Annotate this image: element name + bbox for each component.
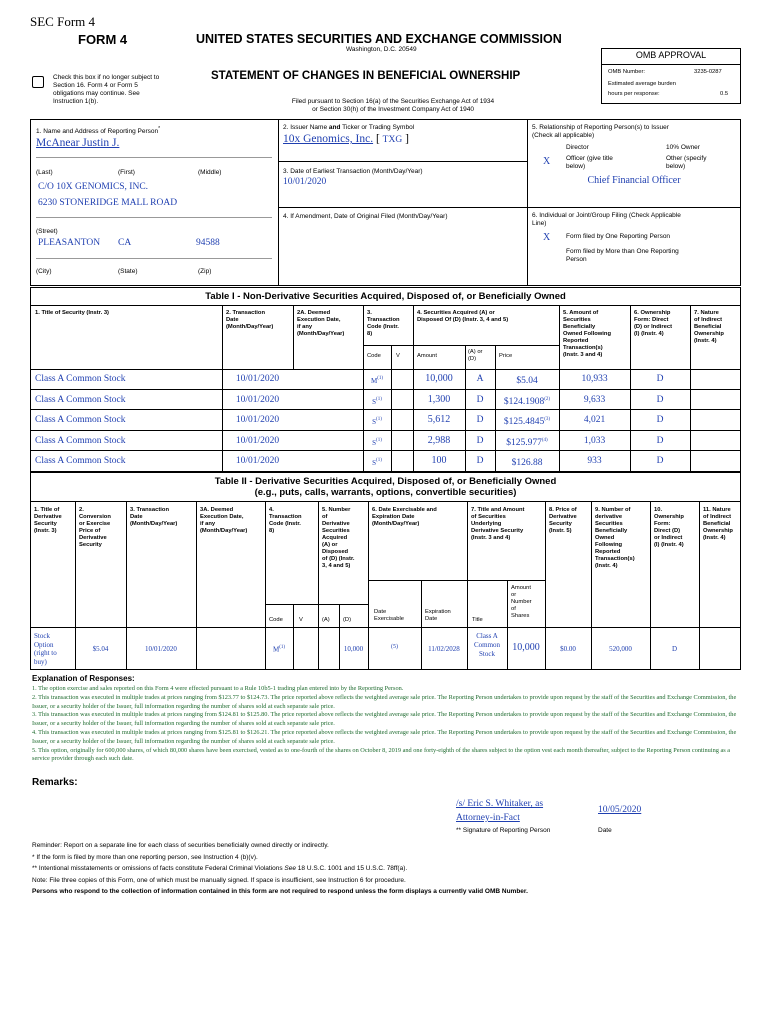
t1-cell-price: $125.4845$^{(3)}$ (503, 417, 551, 428)
t1-cell-date: 10/01/2020 (235, 415, 280, 426)
omb-hours-value: 0.5 (720, 91, 729, 97)
t1-h1: 1. Title of Security (Instr. 3) (35, 310, 109, 316)
t1-cell-code: $S^{(1)}$ (372, 396, 382, 406)
signature-name: /s/ Eric S. Whitaker, as Attorney-in-Fact (456, 799, 544, 823)
statement-title: STATEMENT OF CHANGES IN BENEFICIAL OWNERSHIP (211, 70, 521, 82)
t1-sub-code: Code (367, 353, 381, 359)
officer-check-mark[interactable]: X (543, 156, 551, 167)
table1-row (30, 390, 741, 411)
t1-cell-code: $M^{(1)}$ (370, 376, 384, 386)
t1-cell-amount: 10,000 (425, 373, 453, 384)
t1-cell-title: Class A Common Stock (35, 415, 126, 426)
t2-sub-date-exercisable: Date Exercisable (374, 609, 404, 622)
address-line-2: 6230 STONERIDGE MALL ROAD (38, 198, 178, 208)
box2-label: 2. Issuer Name and Ticker or Trading Symbol (283, 124, 415, 131)
t1-cell-v (391, 390, 413, 410)
t1-cell-date: 10/01/2020 (235, 394, 280, 405)
t1-sub-amount: Amount (417, 353, 437, 359)
t2-row-price: $0.00 (560, 645, 576, 653)
filed-pursuant: Filed pursuant to Section 16(a) of the Securities Exchange Act of 1934 or Section 30(h) of the Investment Company Act of 1940 (291, 98, 495, 113)
t1-cell-deemed (293, 369, 363, 389)
t1-cell-form: D (656, 374, 664, 384)
table1-row (30, 410, 741, 431)
t2-row-form: D (671, 645, 678, 653)
t1-cell-deemed (293, 451, 363, 471)
t1-cell-nature (690, 410, 741, 430)
box5-label: 5. Relationship of Reporting Person(s) to Issuer (Check all applicable) (532, 124, 669, 139)
t2-sub-d: (D) (343, 617, 352, 623)
t1-cell-owned: 933 (587, 456, 602, 467)
t1-cell-ad: D (476, 394, 484, 405)
t1-cell-amount: 100 (431, 455, 447, 467)
reminder: Reminder: Report on a separate line for each class of securities beneficially owned directly or indirectly. (32, 842, 329, 849)
address-line-1: C/O 10X GENOMICS, INC. (38, 182, 149, 192)
t2-sub-v: V (299, 617, 303, 623)
other-label: Other (specify below) (666, 155, 707, 170)
one-person-check-mark[interactable]: X (543, 232, 551, 243)
t2-row-expiration: 11/02/2028 (428, 645, 460, 653)
t1-cell-nature (690, 369, 741, 389)
t1-cell-nature (690, 451, 741, 471)
date-label: Date (598, 827, 612, 834)
t1-cell-form: D (656, 435, 664, 446)
t2-h6: 6. Date Exercisable and Expiration Date (Month/Day/Year) (372, 507, 437, 527)
note-3: 3. This transaction was executed in multiple trades at prices ranging from $124.81 to $125.80. The price reported above reflects the weighted average sale price. The Reporting Person undertakes to provide upon request by the staff of the Securities and Exchange Commission, the Issuer, or a security holder of the Issuer, full information regarding the number of shares sold at each separate sale price. (32, 711, 737, 728)
t2-sub-expiration: Expiration Date (425, 609, 451, 622)
officer-title: Chief Financial Officer (587, 175, 681, 186)
t1-cell-deemed (293, 410, 363, 430)
note-2: 2. This transaction was executed in multiple trades at prices ranging from $123.77 to $124.73. The price reported above reflects the weighted average sale price. The Reporting Person undertakes to provide upon request by the staff of the Securities and Exchange Commission, the Issuer, or a security holder of the Issuer, full information regarding the number of shares sold at each separate sale price. (32, 693, 737, 710)
t1-cell-v (391, 451, 413, 471)
officer-label: Officer (give title below) (566, 155, 613, 170)
t1-sub-price: Price (499, 353, 513, 359)
t1-cell-code: $S^{(1)}$ (372, 417, 382, 427)
t2-row-exercisable: (5) (391, 644, 398, 650)
t1-cell-amount: 2,988 (427, 434, 451, 446)
t1-cell-form: D (656, 415, 664, 426)
t1-sub-ad: (A) or (D) (468, 349, 483, 362)
omb-number-label: OMB Number: (608, 69, 646, 75)
t1-cell-ad: A (476, 374, 484, 384)
t1-cell-owned: 4,021 (583, 415, 606, 426)
t1-cell-form: D (656, 394, 664, 405)
t2-h3a: 3A. Deemed Execution Date, if any (Month/Day/Year) (200, 507, 248, 534)
zip-value: 94588 (196, 238, 220, 248)
footer (32, 840, 742, 898)
note-1: 1. The option exercise and sales reported on this Form 4 were effected pursuant to a Rule 10b5-1 trading plan entered into by the Reporting Person. (32, 685, 404, 692)
t1-cell-title: Class A Common Stock (35, 374, 126, 384)
t2-sub-a: (A) (322, 617, 330, 623)
t1-h2a: 2A. Deemed Execution Date, if any (Month/Day/Year) (297, 310, 345, 337)
city-value: PLEASANTON (38, 238, 101, 248)
t1-cell-ad: D (476, 435, 484, 446)
t1-h2: 2. Transaction Date (Month/Day/Year) (226, 310, 274, 330)
t1-cell-code: $S^{(1)}$ (372, 437, 382, 447)
box1-label: 1. Name and Address of Reporting Person* (36, 126, 161, 136)
issuer-link[interactable]: 10x Genomics, Inc. (283, 133, 374, 145)
more-persons-label: Form filed by More than One Reporting Person (566, 248, 679, 263)
footnote-star: * If the form is filed by more than one reporting person, see Instruction 4 (b)(v). (32, 853, 258, 861)
t1-cell-v (391, 431, 413, 451)
t2-h4: 4. Transaction Code (Instr. 8) (269, 507, 302, 534)
middle-label: (Middle) (198, 169, 222, 176)
signature-label: ** Signature of Reporting Person (456, 827, 551, 834)
t1-cell-deemed (293, 431, 363, 451)
signature-date: 10/05/2020 (598, 805, 642, 815)
t2-h5: 5. Number of Derivative Securities Acquired (A) or Disposed of (D) (Instr. 3, 4 and 5) (322, 507, 355, 569)
box4-label: 4. If Amendment, Date of Original Filed (Month/Day/Year) (283, 213, 448, 220)
t2-h2: 2. Conversion or Exercise Price of Derivative Security (79, 507, 111, 548)
table1-row (30, 431, 741, 452)
table1-row (30, 369, 741, 390)
reporting-person-name[interactable]: McAnear Justin J. (36, 137, 120, 149)
note: Note: File three copies of this Form, one of which must be manually signed. If space is insufficient, see Instruction 6 for procedure. (32, 876, 406, 884)
t2-sub-amount: Amount or Number of Shares (511, 585, 532, 619)
t2-row-date: 10/01/2020 (145, 645, 177, 653)
t1-cell-date: 10/01/2020 (235, 435, 280, 446)
t2-row-code: $M^{(1)}$ (272, 645, 286, 654)
t1-cell-date: 10/01/2020 (235, 374, 280, 384)
state-label: (State) (118, 268, 138, 275)
t1-cell-ad: D (476, 456, 484, 467)
zip-label: (Zip) (198, 268, 212, 275)
t1-cell-price: $124.1908$^{(2)}$ (503, 396, 551, 407)
persons-notice: Persons who respond to the collection of information contained in this form are not required to respond unless the form displays a currently valid OMB Number. (32, 888, 528, 895)
remarks-heading: Remarks: (32, 777, 78, 788)
t2-row-owned: 520,000 (609, 645, 632, 653)
agency-location: Washington, D.C. 20549 (346, 46, 417, 53)
explanation-notes (32, 685, 742, 764)
t1-cell-amount: 1,300 (427, 393, 451, 405)
explanation-heading: Explanation of Responses: (32, 674, 135, 683)
t2-sub-title: Title (472, 617, 483, 623)
t2-h9: 9. Number of derivative Securities Beneficially Owned Following Reported Transaction(s) (Instr. 4) (595, 507, 635, 569)
t1-cell-amount: 5,612 (427, 414, 451, 426)
footnote-double-star: ** Intentional misstatements or omissions of facts constitute Federal Criminal Violations See 18 U.S.C. 1001 and 15 U.S.C. 78ff(a). (32, 865, 408, 872)
t1-cell-title: Class A Common Stock (35, 456, 126, 467)
t1-h7: 7. Nature of Indirect Beneficial Ownership (Instr. 4) (694, 310, 724, 344)
director-label: Director (566, 144, 589, 151)
page-label: SEC Form 4 (30, 14, 96, 29)
t1-cell-nature (690, 390, 741, 410)
omb-burden-label: Estimated average burden (608, 81, 676, 87)
t1-h3: 3. Transaction Code (Instr. 8) (367, 310, 400, 337)
one-person-label: Form filed by One Reporting Person (566, 233, 671, 240)
agency-title: UNITED STATES SECURITIES AND EXCHANGE COMMISSION (196, 32, 562, 46)
t1-cell-owned: 1,033 (583, 435, 606, 446)
t1-sub-v: V (396, 353, 400, 359)
note-4: 4. This transaction was executed in multiple trades at prices ranging from $125.81 to $126.21. The price reported above reflects the weighted average sale price. The Reporting Person undertakes to provide upon request by the staff of the Securities and Exchange Commission, the Issuer, or a security holder of the Issuer, full information regarding the number of shares sold at each separate sale price. (32, 728, 737, 745)
first-label: (First) (118, 169, 135, 176)
t1-cell-ad: D (476, 415, 484, 426)
t2-h3: 3. Transaction Date (Month/Day/Year) (130, 507, 178, 527)
t2-row-conv: $5.04 (92, 645, 109, 653)
issuer-name: 10x Genomics, Inc. [ TXG ] (283, 133, 409, 145)
t2-row-d: 10,000 (343, 645, 364, 653)
t1-cell-title: Class A Common Stock (35, 435, 126, 446)
table1-row (30, 451, 741, 472)
t1-h5: 5. Amount of Securities Beneficially Owned Following Reported Transaction(s) (Instr. 3 and 4) (563, 310, 611, 358)
t2-h1: 1. Title of Derivative Security (Instr. 3) (34, 507, 62, 534)
note-5: 5. This option, originally for 600,000 shares, of which 80,000 shares have been exercised, vested as to one-fourth of the shares on October 8, 2019 and one forty-eighth of the shares subject to the option vest each month thereafter, subject to the Reporting Person continuing as a service provider through each such date. (32, 746, 731, 763)
t1-cell-v (391, 369, 413, 389)
t1-cell-price: $125.977$^{(4)}$ (506, 437, 548, 448)
t1-cell-price: $126.88 (511, 458, 543, 469)
t1-cell-title: Class A Common Stock (35, 394, 126, 405)
t2-h7: 7. Title and Amount of Securities Underlying Derivative Security (Instr. 3 and 4) (471, 507, 525, 541)
box3-label: 3. Date of Earliest Transaction (Month/Day/Year) (283, 168, 423, 175)
t1-cell-code: $S^{(1)}$ (372, 458, 382, 468)
table2-title: Table II - Derivative Securities Acquired, Disposed of, or Beneficially Owned (e.g., puts, calls, warrants, options, convertible securities) (214, 476, 557, 498)
omb-number-value: 3235-0287 (694, 69, 722, 75)
t2-row-underlying: Class A Common Stock (473, 632, 501, 658)
checkbox-instructions: Check this box if no longer subject to Section 16. Form 4 or Form 5 obligations may continue. See Instruction 1(b). (53, 74, 160, 105)
street-label: (Street) (36, 228, 58, 235)
omb-hours-label: hours per response: (608, 91, 660, 97)
ten-percent-owner-label: 10% Owner (666, 144, 700, 151)
table1-title: Table I - Non-Derivative Securities Acquired, Disposed of, or Beneficially Owned (205, 291, 566, 302)
t1-h4: 4. Securities Acquired (A) or Disposed Of (D) (Instr. 3, 4 and 5) (417, 310, 509, 323)
t1-cell-owned: 10,933 (581, 374, 608, 384)
t1-cell-date: 10/01/2020 (235, 456, 280, 467)
t1-cell-form: D (656, 456, 664, 467)
t2-h8: 8. Price of Derivative Security (Instr. 5) (549, 507, 577, 534)
t1-cell-v (391, 410, 413, 430)
state-value: CA (118, 238, 132, 248)
last-label: (Last) (36, 169, 53, 176)
t2-h11: 11. Nature of Indirect Beneficial Ownership (Instr. 4) (703, 507, 733, 541)
box6-label: 6. Individual or Joint/Group Filing (Check Applicable Line) (532, 212, 681, 227)
t2-row-title: Stock Option (right to buy) (34, 632, 57, 666)
t1-h6: 6. Ownership Form: Direct (D) or Indirect (I) (Instr. 4) (634, 310, 673, 337)
earliest-transaction-date: 10/01/2020 (283, 177, 327, 187)
t2-row-amount: 10,000 (512, 642, 540, 653)
t1-cell-price: $5.04 (516, 376, 538, 387)
t1-cell-owned: 9,633 (583, 394, 606, 405)
ticker-symbol: TXG (382, 135, 403, 145)
t2-h10: 10. Ownership Form: Direct (D) or Indirect (I) (Instr. 4) (654, 507, 684, 548)
omb-title: OMB APPROVAL (635, 50, 707, 60)
no-longer-subject-checkbox[interactable] (32, 76, 44, 88)
t2-sub-code: Code (269, 617, 283, 623)
city-label: (City) (36, 268, 52, 275)
form-title: FORM 4 (78, 32, 128, 47)
t1-cell-nature (690, 431, 741, 451)
t1-cell-deemed (293, 390, 363, 410)
